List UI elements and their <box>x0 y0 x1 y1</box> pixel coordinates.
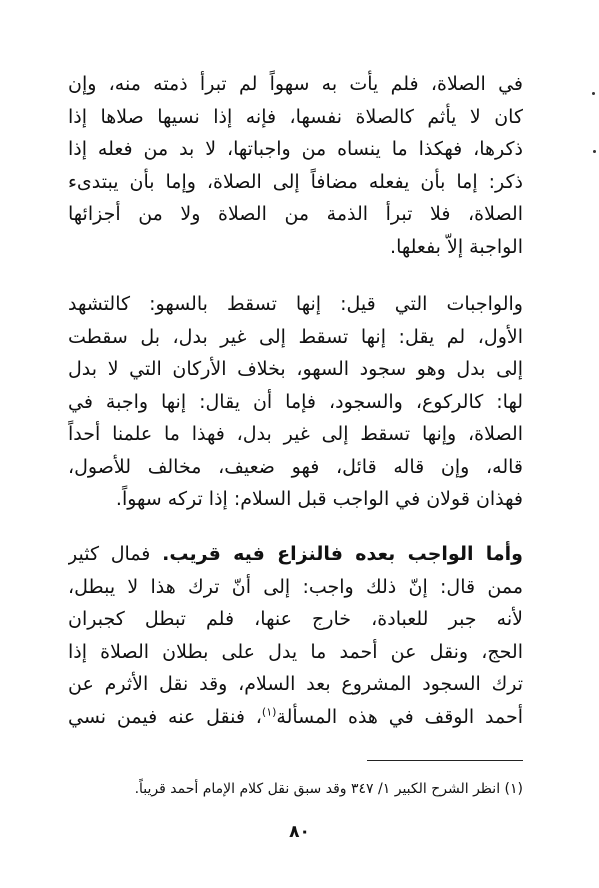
footnote <box>63 778 523 800</box>
edge-mark-middle <box>593 150 596 153</box>
footnote-text: انظر الشرح الكبير ١/ ٣٤٧ وقد سبق نقل كلام الإمام أحمد قريباً. <box>134 781 501 797</box>
text-line: لها: كالركوع، والسجود، فإما أن يقال: إنها واجبة في <box>68 390 523 413</box>
footnote-divider <box>367 760 523 761</box>
text-line: قاله، وإن قاله قائل، فهو ضعيف، مخالف للأصول، <box>68 455 523 478</box>
text-line: الصلاة، وإنها تسقط إلى غير بدل، فهذا ما علمنا أحداً <box>68 423 523 445</box>
text-line: ممن قال: إنّ ذلك واجب: إلى أنّ ترك هذا لا يبطل، <box>68 575 523 598</box>
text-line: الصلاة، فلا تبرأ الذمة من الصلاة ولا من أجزائها <box>68 203 523 225</box>
paragraph-2 <box>68 288 523 516</box>
paragraph-3 <box>68 538 523 733</box>
text-line: فهذان قولان في الواجب قبل السلام: إذا تركه سهواً. <box>115 488 523 510</box>
text-line: في الصلاة، فلم يأت به سهواً لم تبرأ ذمته منه، وإن <box>68 73 523 95</box>
text-line: الواجبة إلاّ بفعلها. <box>390 235 523 258</box>
text-line <box>68 538 523 571</box>
edge-mark-top <box>592 92 595 95</box>
text-span: أحمد الوقف في هذه المسألة <box>276 705 523 728</box>
text-line: الأول، لم يقل: إنها تسقط إلى غير بدل، بل سقطت <box>68 325 523 348</box>
text-span: فمال كثير <box>68 543 151 565</box>
text-line: والواجبات التي قيل: إنها تسقط بالسهو: كالتشهد <box>68 293 523 315</box>
text-line: كان لا يأثم كالصلاة نفسها، فإنه إذا نسيها صلاها إذا <box>68 105 523 128</box>
text-line: ذكرها، فهكذا ما ينساه من واجباتها، لا بد من فعله إذا <box>68 138 523 160</box>
text-span: ، فنقل عنه فيمن نسي <box>68 705 262 728</box>
text-line: إلى بدل وهو سجود السهو، بخلاف الأركان التي لا بدل <box>68 358 523 380</box>
text-line: لأنه جبر للعبادة، خارج عنها، فلم تبطل كجبران <box>68 608 523 630</box>
page-number: ٨٠ <box>289 822 310 842</box>
section-heading: وأما الواجب بعده فالنزاع فيه قريب. <box>162 543 523 565</box>
footnote-number: (١) <box>504 781 523 797</box>
text-line: ذكر: إما بأن يفعله مضافاً إلى الصلاة، وإما بأن يبتدىء <box>68 170 523 193</box>
paragraph-1 <box>68 68 523 263</box>
footnote-reference[interactable]: (١) <box>261 705 277 719</box>
text-line: ترك السجود المشروع بعد السلام، وقد نقل الأثرم عن <box>68 673 523 695</box>
text-line <box>68 701 523 734</box>
text-line: الحج، ونقل عن أحمد ما يدل على بطلان الصلاة إذا <box>68 640 523 663</box>
